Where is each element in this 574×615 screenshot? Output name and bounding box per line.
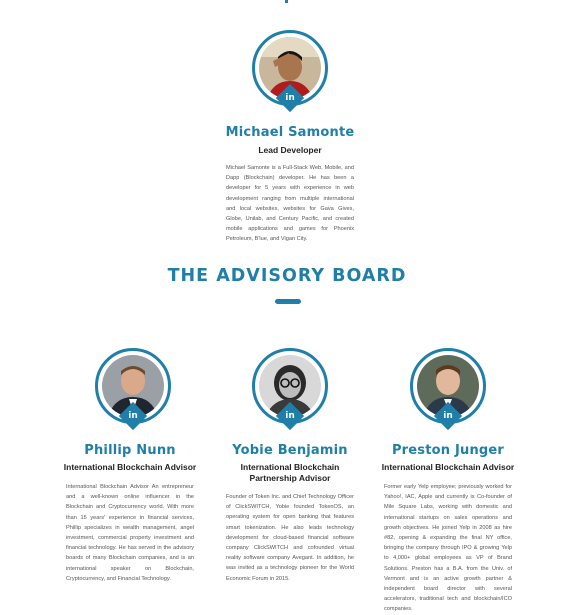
- linkedin-icon: in: [285, 93, 295, 103]
- advisor-bio: Founder of Token Inc. and Chief Technology Officer of ClickSWITCH, Yobie founded TokenOS, an operating system for open banking that features smart tokenization. He also leads technology development for cloud-based financial software company ClickSWITCH and cofounded virtual reality software company Avegant. In addition, he was invited as a technology pioneer for the World Economic Forum in 2015.: [226, 494, 354, 582]
- section-title: THE ADVISORY BOARD: [167, 266, 407, 286]
- linkedin-icon: in: [285, 411, 295, 421]
- linkedin-icon: in: [443, 411, 453, 421]
- lead-name: Michael Samonte: [225, 125, 355, 140]
- advisor-bio: International Blockchain Advisor An entrepreneur and a well-known online influencer in the Blockchain and Cryptocurrency world. With more than 15 years' experience in financial services, Phillip specializes in wealth management, angel investment, commercial property investment and financial technology. He has served in the advisory boards of many Blockchain companies, and is an international speaker on Blockchain, Cryptocurrency, and Financial Technology.: [66, 484, 194, 582]
- advisor-role: International Blockchain Advisor: [381, 462, 515, 472]
- lead-avatar: [252, 30, 328, 106]
- top-divider-mark: [285, 0, 288, 3]
- section-title-underline: [275, 299, 301, 304]
- advisor-avatar-preston: [410, 348, 486, 424]
- lead-bio: Michael Samonte is a Full-Stack Web, Mobile, and Dapp (Blockchain) developer. He has been a developer for 5 years with experience in web development ranging from multiple international and local websites, websites for Gava Gives, Globe, Unilab, and Century Pacific, and created mobile applications and games for Phoenix Petroleum, B'lue, and Vigan City.: [226, 165, 354, 243]
- advisor-avatar-yobie: [252, 348, 328, 424]
- advisor-avatar-phillip: [95, 348, 171, 424]
- advisor-name: Yobie Benjamin: [232, 443, 348, 458]
- advisor-role: International Blockchain Partnership Advisor: [240, 462, 340, 483]
- advisor-name: Phillip Nunn: [84, 443, 176, 458]
- advisor-bio: Former early Yelp employee; previously worked for Yahoo!, IAC, Apple and currently is Co-founder of Mile Square Labs, working with domestic and international startups on sales operations and growth objectives. He joined Yelp in 2008 as hire #82, opening & expanding the final NY office, bringing the company through IPO & growing Yelp to 4,000+ global employees as VP of Brand Solutions. Preston has a B.A. from the Univ. of Vermont and is an active growth partner & independent board director with several accelerators, traditional tech and blockchain/ICO companies.: [384, 484, 512, 613]
- advisor-name: Preston Junger: [391, 443, 505, 458]
- lead-role: Lead Developer: [258, 145, 322, 155]
- linkedin-icon: in: [128, 411, 138, 421]
- advisor-role: International Blockchain Advisor: [63, 462, 197, 472]
